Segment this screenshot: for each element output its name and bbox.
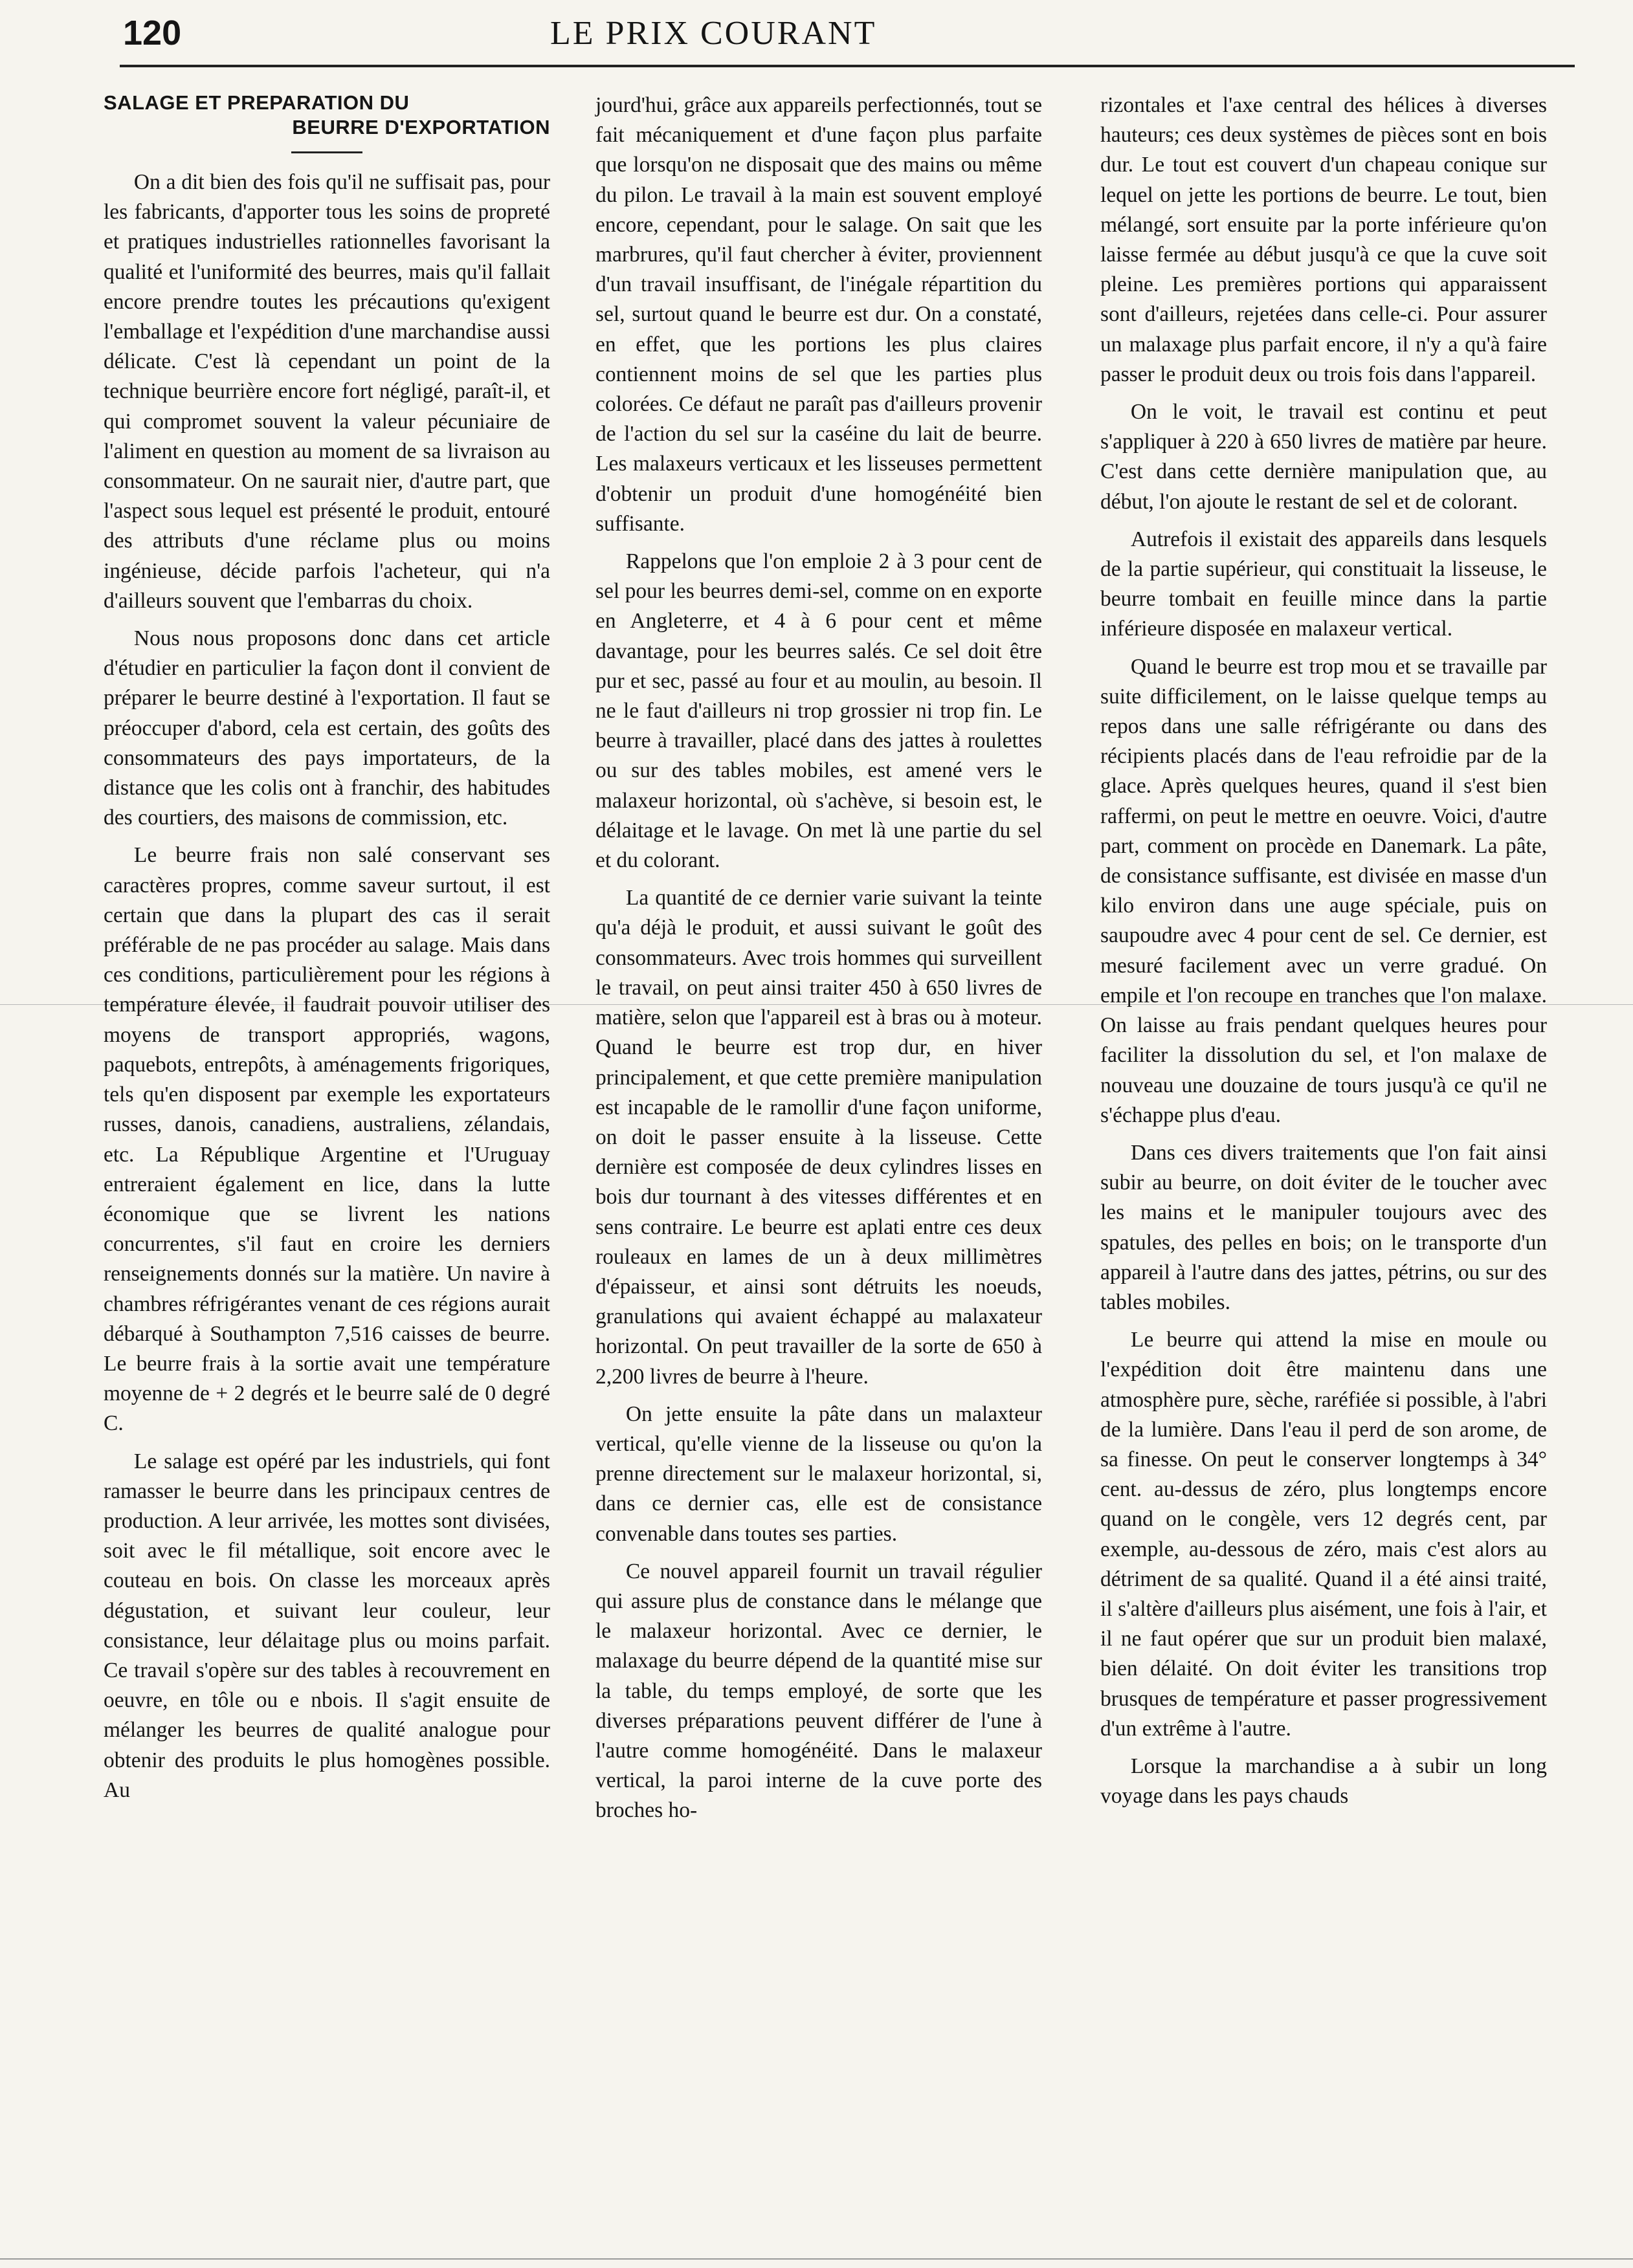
article-title-line-1: SALAGE ET PREPARATION DU — [104, 91, 410, 114]
paragraph: Quand le beurre est trop mou et se travaille par suite difficilement, on le laisse quelque temps au repos dans une salle réfrigérante ou dans des récipients placés dans de l'eau refroidie par de la glace. Après quelques heures, quand il s'est bien raffermi, on peut le mettre en oeuvre. Voici, d'autre part, comment on procède en Danemark. La pâte, de consistance suffisante, est divisée en masse d'un kilo environ dans une auge spéciale, puis on saupoudre avec 4 pour cent de sel. Ce dernier, est mesuré facilement avec un verre gradué. On empile et l'on recoupe en tranches que l'on malaxe. On laisse au frais pendant quelques heures pour faciliter la dissolution du sel, et l'on malaxe de nouveau une douzaine de tours jusqu'à ce qu'il ne s'échappe plus d'eau. — [1100, 654, 1547, 1127]
paragraph: Dans ces divers traitements que l'on fait ainsi subir au beurre, on doit éviter de le toucher avec les mains et le manipuler toujours avec des spatules, des pelles en bois; on le transporte d'un appareil à l'autre dans des jattes, pétrins, ou sur des tables mobiles. — [1100, 1140, 1547, 1314]
paragraph: Lorsque la marchandise a à subir un long voyage dans les pays chauds — [1100, 1754, 1547, 1809]
article-title-line-2: BEURRE D'EXPORTATION — [292, 116, 550, 138]
paragraph-continued: rizontales et l'axe central des hélices à diverses hauteurs; ces deux systèmes de pièces sont en bois dur. Le tout est couvert d'un chapeau conique sur lequel on jette les portions de beurre. Le tout, bien mélangé, sort ensuite par la porte inférieure qu'on laisse fermée au début jusqu'à ce que la cuve soit pleine. Les premières portions qui apparaissent sont d'ailleurs, rejetées dans celle-ci. Pour assurer un malaxage plus parfait encore, il n'y a qu'à faire passer le produit deux ou trois fois dans l'appareil. — [1100, 93, 1547, 386]
paragraph: Rappelons que l'on emploie 2 à 3 pour cent de sel pour les beurres demi-sel, comme on en exporte en Angleterre, et 4 à 6 pour cent et même davantage, pour les beurres salés. Ce sel doit être pur et sec, passé au four et au moulin, au besoin. Il ne le faut d'ailleurs ni trop grossier ni trop fin. Le beurre à travailler, placé dans des jattes à roulettes ou sur des tables mobiles, est amené vers le malaxeur horizontal, où s'achève, si besoin est, le délaitage et le lavage. On met là une partie du sel et du colorant. — [595, 549, 1042, 873]
paragraph: On jette ensuite la pâte dans un malaxteur vertical, qu'elle vienne de la lisseuse ou qu'on la prenne directement sur le malaxeur horizontal, si, dans ce dernier cas, elle est de consistance convenable dans toutes ses parties. — [595, 1402, 1042, 1546]
text-column-3 — [1100, 91, 1547, 1811]
footer-rule — [0, 2258, 1633, 2260]
header-rule — [120, 65, 1575, 67]
journal-title: LE PRIX COURANT — [550, 15, 877, 52]
paragraph: Le salage est opéré par les industriels, qui font ramasser le beurre dans les principaux centres de production. A leur arrivée, les mottes sont divisées, soit avec le fil métallique, soit encore avec le couteau en bois. On classe les morceaux après dégustation, et suivant leur couleur, leur consistance, leur délaitage plus ou moins parfait. Ce travail s'opère sur des tables à recouvrement en oeuvre, en tôle ou e nbois. Il s'agit ensuite de mélanger les beurres de qualité analogue pour obtenir des produits le plus homogènes possible. Au — [104, 1449, 550, 1802]
article-title — [104, 91, 550, 140]
paragraph: On a dit bien des fois qu'il ne suffisait pas, pour les fabricants, d'apporter tous les soins de propreté et pratiques industrielles rationnelles favorisant la qualité et l'uniformité des beurres, mais qu'il fallait encore prendre toutes les précautions qu'exigent l'emballage et l'expédition d'une marchandise aussi délicate. C'est là cependant un point de la technique beurrière encore fort négligé, paraît-il, et qui compromet souvent la valeur pécuniaire de l'aliment en question au moment de sa livraison au consommateur. On ne saurait nier, d'autre part, que l'aspect sous lequel est présenté le produit, entouré des attributs d'une réclame plus ou moins ingénieuse, décide parfois l'acheteur, qui n'a d'ailleurs souvent que l'embarras du choix. — [104, 170, 550, 613]
paragraph: La quantité de ce dernier varie suivant la teinte qu'a déjà le produit, et aussi suivant le goût des consommateurs. Avec trois hommes qui surveillent le travail, on peut ainsi traiter 450 à 650 livres de matière, selon que l'appareil est à bras ou à moteur. Quand le beurre est trop dur, en hiver principalement, et que cette première manipulation est incapable de le ramollir d'une façon uniforme, on doit le passer ensuite à la lisseuse. Cette dernière est composée de deux cylindres lisses en bois dur tournant à des vitesses différentes et en sens contraire. Le beurre est aplati entre ces deux rouleaux en lames de un à deux millimètres d'épaisseur, et ainsi sont détruits les noeuds, granulations qui avaient échappé au malaxateur horizontal. On peut travailler de la sorte de 650 à 2,200 livres de beurre à l'heure. — [595, 886, 1042, 1389]
paragraph: On le voit, le travail est continu et peut s'appliquer à 220 à 650 livres de matière par heure. C'est dans cette dernière manipulation que, au début, l'on ajoute le restant de sel et de colorant. — [1100, 400, 1547, 514]
title-rule — [291, 151, 362, 153]
text-column-1 — [104, 91, 550, 1805]
text-column-2 — [595, 91, 1042, 1826]
paragraph: Nous nous proposons donc dans cet article d'étudier en particulier la façon dont il convient de préparer le beurre destiné à l'exportation. Il faut se préoccuper d'abord, cela est certain, des goûts des consommateurs des pays importateurs, de la distance que les colis ont à franchir, des habitudes des courtiers, des maisons de commission, etc. — [104, 626, 550, 830]
paragraph: Autrefois il existait des appareils dans lesquels de la partie supérieur, qui constituait la lisseuse, le beurre tombait en feuille mince dans la partie inférieure disposée en malaxeur vertical. — [1100, 527, 1547, 641]
page-number: 120 — [123, 14, 182, 52]
paragraph-continued: jourd'hui, grâce aux appareils perfectionnés, tout se fait mécaniquement et d'une façon plus parfaite que lorsqu'on ne disposait que des mains ou même du pilon. Le travail à la main est souvent employé encore, cependant, pour le salage. On sait que les marbrures, qu'il faut chercher à éviter, proviennent d'un travail insuffisant, de l'inégale répartition du sel, surtout quand le beurre est dur. On a constaté, en effet, que les portions les plus claires contiennent moins de sel que les parties plus colorées. Ce défaut ne paraît pas d'ailleurs provenir de l'action du sel sur la caséine du lait de beurre. Les malaxeurs verticaux et les lisseuses permettent d'obtenir un produit d'une homogénéité bien suffisante. — [595, 93, 1042, 536]
paragraph: Le beurre frais non salé conservant ses caractères propres, comme saveur surtout, il est certain que dans la plupart des cas il serait préférable de ne pas procéder au salage. Mais dans ces conditions, particulièrement pour les régions à température élevée, il faudrait pouvoir utiliser des moyens de transport appropriés, wagons, paquebots, entrepôts, à aménagements frigoriques, tels qu'en disposent par exemple les exportateurs russes, danois, canadiens, australiens, zélandais, etc. La République Argentine et l'Uruguay entreraient également en lice, dans la lutte économique que se livrent les nations concurrentes, s'il faut en croire les derniers renseignements donnés sur la matière. Un navire à chambres réfrigérantes venant de ces régions aurait débarqué à Southampton 7,516 caisses de beurre. Le beurre frais à la sortie avait une température moyenne de + 2 degrés et le beurre salé de 0 degré C. — [104, 843, 550, 1436]
paragraph: Le beurre qui attend la mise en moule ou l'expédition doit être maintenu dans une atmosphère pure, sèche, raréfiée si possible, à l'abri de la lumière. Dans l'eau il perd de son arome, de sa finesse. On peut le conserver longtemps à 34° cent. au-dessus de zéro, plus longtemps encore quand on le congèle, vers 12 degrés cent, par exemple, au-dessous de zéro, mais c'est alors au détriment de sa qualité. Quand il a été ainsi traité, il s'altère d'ailleurs plus aisément, une fois à l'air, et il ne faut opérer que sur un produit bien malaxé, bien délaité. On doit éviter les transitions trop brusques de température et passer progressivement d'un extrême à l'autre. — [1100, 1328, 1547, 1741]
paragraph: Ce nouvel appareil fournit un travail régulier qui assure plus de constance dans le mélange que le malaxeur horizontal. Avec ce dernier, le malaxage du beurre dépend de la quantité mise sur la table, du temps employé, de sorte que les diverses préparations peuvent différer de l'une à l'autre comme homogénéité. Dans le malaxeur vertical, la paroi interne de la cuve porte des broches ho- — [595, 1559, 1042, 1823]
